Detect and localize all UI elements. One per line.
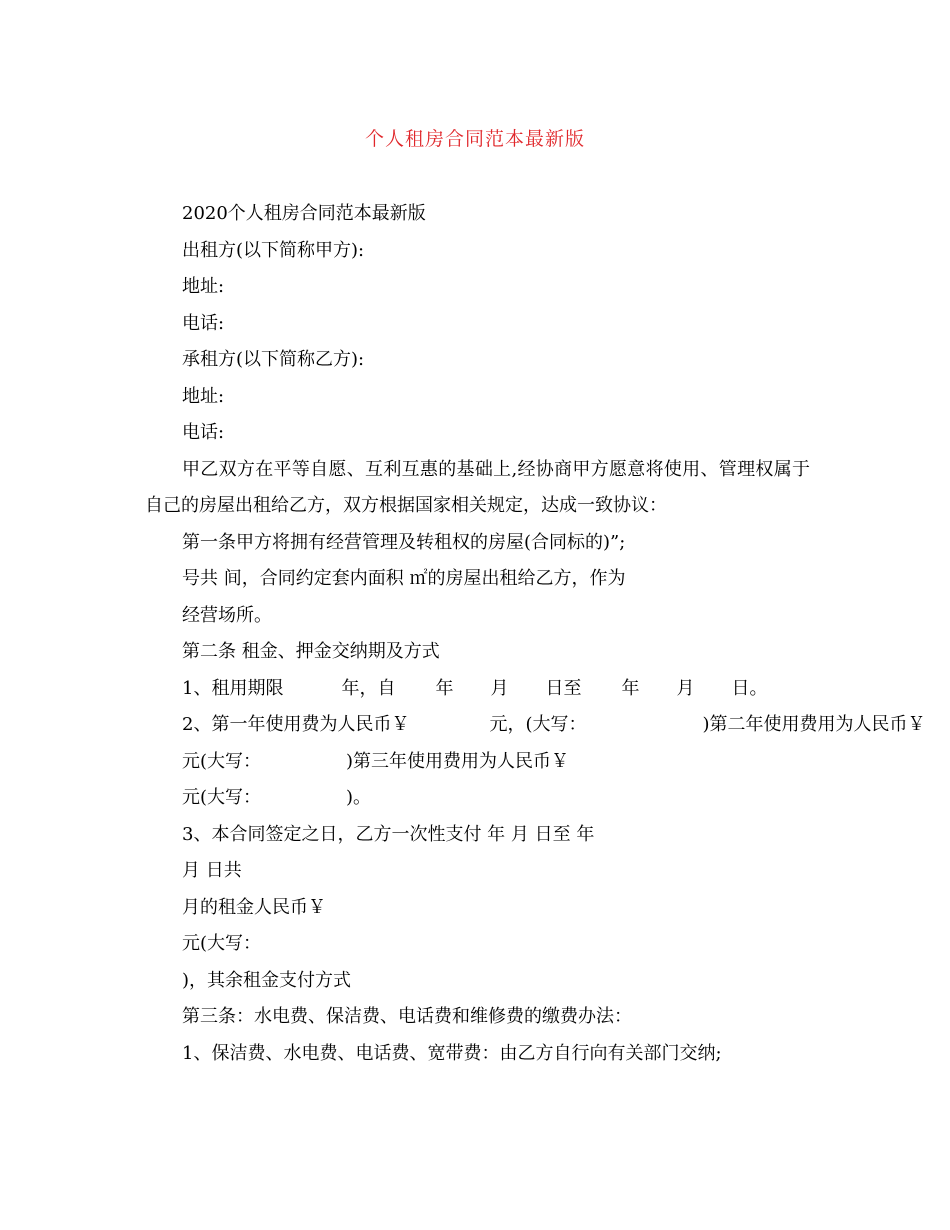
document-title: 个人租房合同范本最新版 [364,128,585,150]
first-year-fee-line [145,707,926,744]
article-two-heading: 第二条 租金、押金交纳期及方式 [182,641,440,662]
third-year-fee-words: 元(大写： [182,787,262,808]
lease-start-month: 月 [490,677,509,699]
lease-start-year: 年 [435,677,454,699]
second-year-fee-words: 元(大写： [182,750,262,772]
article-three-heading: 第三条：水电费、保洁费、电话费和维修费的缴费办法： [182,1006,632,1027]
third-year-fee-close: )。 [346,787,372,808]
first-year-fee-words: 元，(大写： [489,714,587,735]
lease-start-day: 日至 [545,677,582,699]
article-three-item-1: 1、保洁费、水电费、电话费、宽带费：由乙方自行向有关部门交纳; [182,1042,722,1064]
article-one-purpose-line: 经营场所。 [182,604,272,626]
document-body [145,196,926,1072]
second-year-fee-label: )第二年使用费用为人民币￥ [702,714,926,735]
payment-line-4: 元(大写： [182,933,262,954]
lease-end-year: 年 [621,677,640,699]
second-year-fee-line [145,744,810,781]
lessor-phone-label: 电话: [182,312,225,334]
lease-term-years: 年，自 [341,677,396,699]
lessor-address-label: 地址: [182,276,225,297]
payment-line-3: 月的租金人民币￥ [182,896,326,918]
lease-term-label: 1、租用期限 [182,677,284,699]
lease-end-month: 月 [676,677,695,699]
lease-end-day: 日。 [731,677,768,699]
first-year-fee-label: 2、第一年使用费为人民币￥ [182,714,410,735]
payment-line-5: )，其余租金支付方式 [182,969,352,991]
lessor-label: 出租方(以下简称甲方): [182,239,365,261]
article-one-area-line: 号共 间，合同约定套内面积 ㎡的房屋出租给乙方，作为 [182,568,626,589]
lessee-phone-label: 电话: [182,422,225,443]
payment-line-2: 月 日共 [182,860,242,881]
payment-line-1: 3、本合同签定之日，乙方一次性支付 年 月 日至 年 [182,823,595,845]
article-one-line: 第一条甲方将拥有经营管理及转租权的房屋(合同标的)”; [182,531,626,553]
lease-term-line [145,671,810,708]
third-year-fee-label: )第三年使用费用为人民币￥ [346,750,570,772]
subtitle-line: 2020个人租房合同范本最新版 [182,203,426,224]
third-year-fee-line [145,780,810,817]
preamble-paragraph: 甲乙双方在平等自愿、互利互惠的基础上,经协商甲方愿意将使用、管理权属于自己的房屋出租给乙方，双方根据国家相关规定，达成一致协议： [145,458,810,516]
lessee-address-label: 地址: [182,385,225,407]
lessee-label: 承租方(以下简称乙方): [182,349,365,370]
